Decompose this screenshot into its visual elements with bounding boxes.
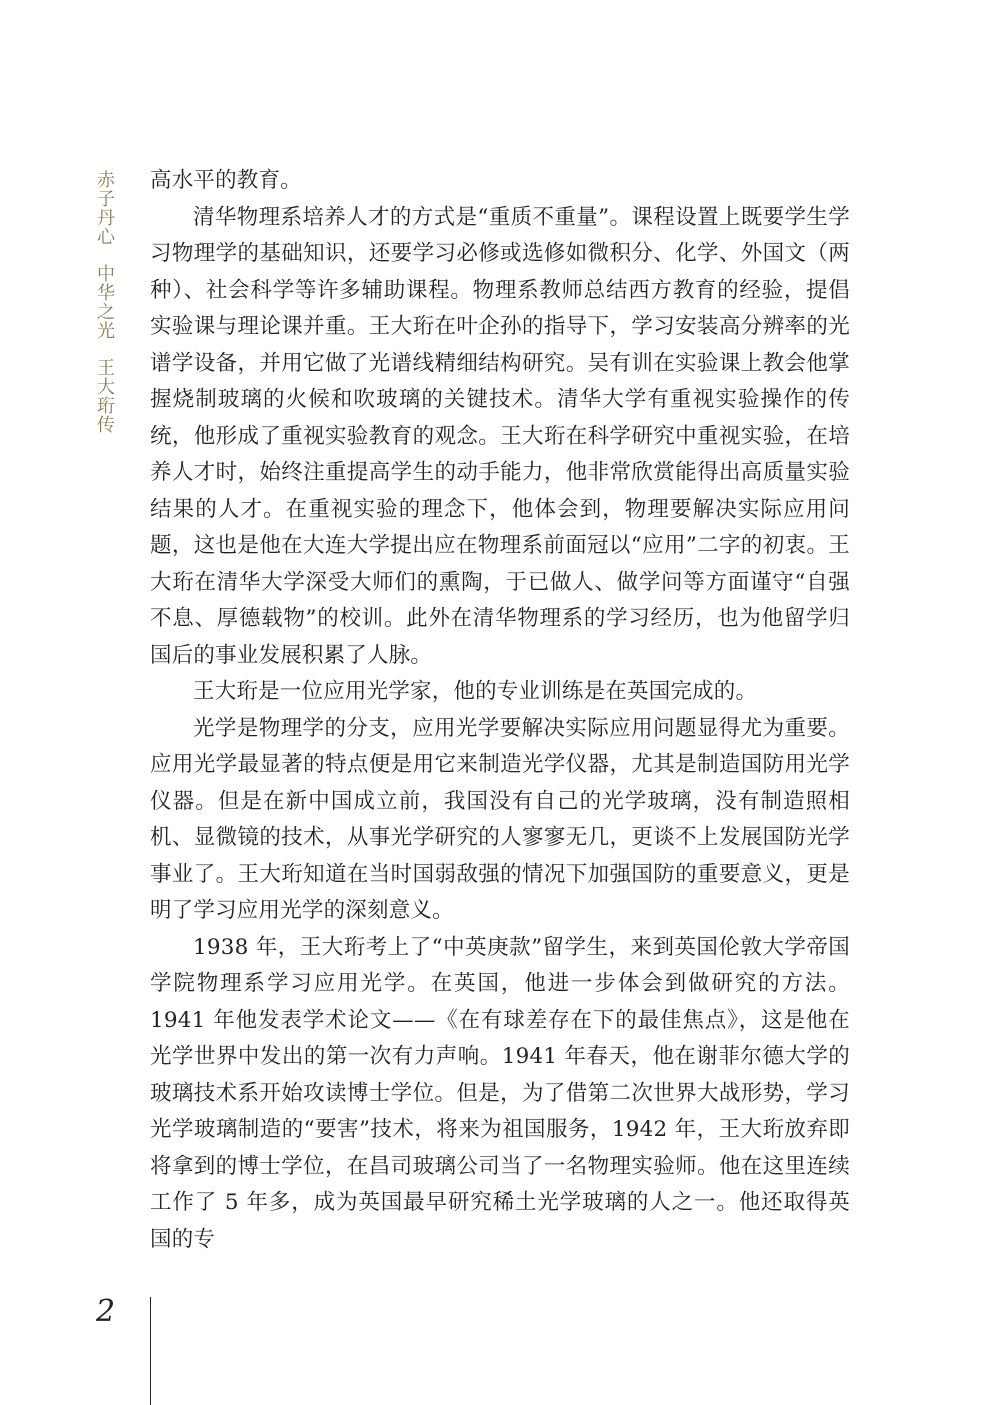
page-number: 2 xyxy=(96,1294,116,1329)
paragraph: 光学是物理学的分支，应用光学要解决实际应用问题显得尤为重要。应用光学最显著的特点便是用它来制造光学仪器，尤其是制造国防用光学仪器。但是在新中国成立前，我国没有自己的光学玻璃，没有制造照相机、显微镜的技术，从事光学研究的人寥寥无几，更谈不上发展国防光学事业了。王大珩知道在当时国弱敌强的情况下加强国防的重要意义，更是明了学习应用光学的深刻意义。 xyxy=(150,715,850,923)
footer-divider xyxy=(150,1297,151,1405)
running-header-subtitle: 王大珩传 xyxy=(94,358,115,434)
running-header-series-title: 中华之光 xyxy=(94,264,115,340)
paragraph: 王大珩是一位应用光学家，他的专业训练是在英国完成的。 xyxy=(193,679,758,704)
paragraph: 清华物理系培养人才的方式是“重质不重量”。课程设置上既要学生学习物理学的基础知识，还要学习必修或选修如微积分、化学、外国文（两种）、社会科学等许多辅助课程。物理系教师总结西方教育的经验，提倡实验课与理论课并重。王大珩在叶企孙的指导下，学习安装高分辨率的光谱学设备，并用它做了光谱线精细结构研究。吴有训在实验课上教会他掌握烧制玻璃的火候和吹玻璃的关键技术。清华大学有重视实验操作的传统，他形成了重视实验教育的观念。王大珩在科学研究中重视实验，在培养人才时，始终注重提高学生的动手能力，他非常欣赏能得出高质量实验结果的人才。在重视实验的理念下，他体会到，物理要解决实际应用问题，这也是他在大连大学提出应在物理系前面冠以“应用”二字的初衷。王大珩在清华大学深受大师们的熏陶，于已做人、做学问等方面谨守“自强不息、厚德载物”的校训。此外在清华物理系的学习经历，也为他留学归国后的事业发展积累了人脉。 xyxy=(150,204,850,668)
running-header-book-title: 赤子丹心 xyxy=(94,170,115,246)
body-text xyxy=(150,163,850,1258)
running-header xyxy=(86,170,114,434)
paragraph-continuation: 高水平的教育。 xyxy=(150,168,302,193)
paragraph: 1938 年，王大珩考上了“中英庚款”留学生，来到英国伦敦大学帝国学院物理系学习应用光学。在英国，他进一步体会到做研究的方法。1941 年他发表学术论文——《在有球差存在下的最佳焦点》，这是他在光学世界中发出的第一次有力声响。1941 年春天，他在谢菲尔德大学的玻璃技术系开始攻读博士学位。但是，为了借第二次世界大战形势，学习光学玻璃制造的“要害”技术，将来为祖国服务，1942 年，王大珩放弃即将拿到的博士学位，在昌司玻璃公司当了一名物理实验师。他在这里连续工作了 5 年多，成为英国最早研究稀土光学玻璃的人之一。他还取得英国的专 xyxy=(150,934,850,1252)
